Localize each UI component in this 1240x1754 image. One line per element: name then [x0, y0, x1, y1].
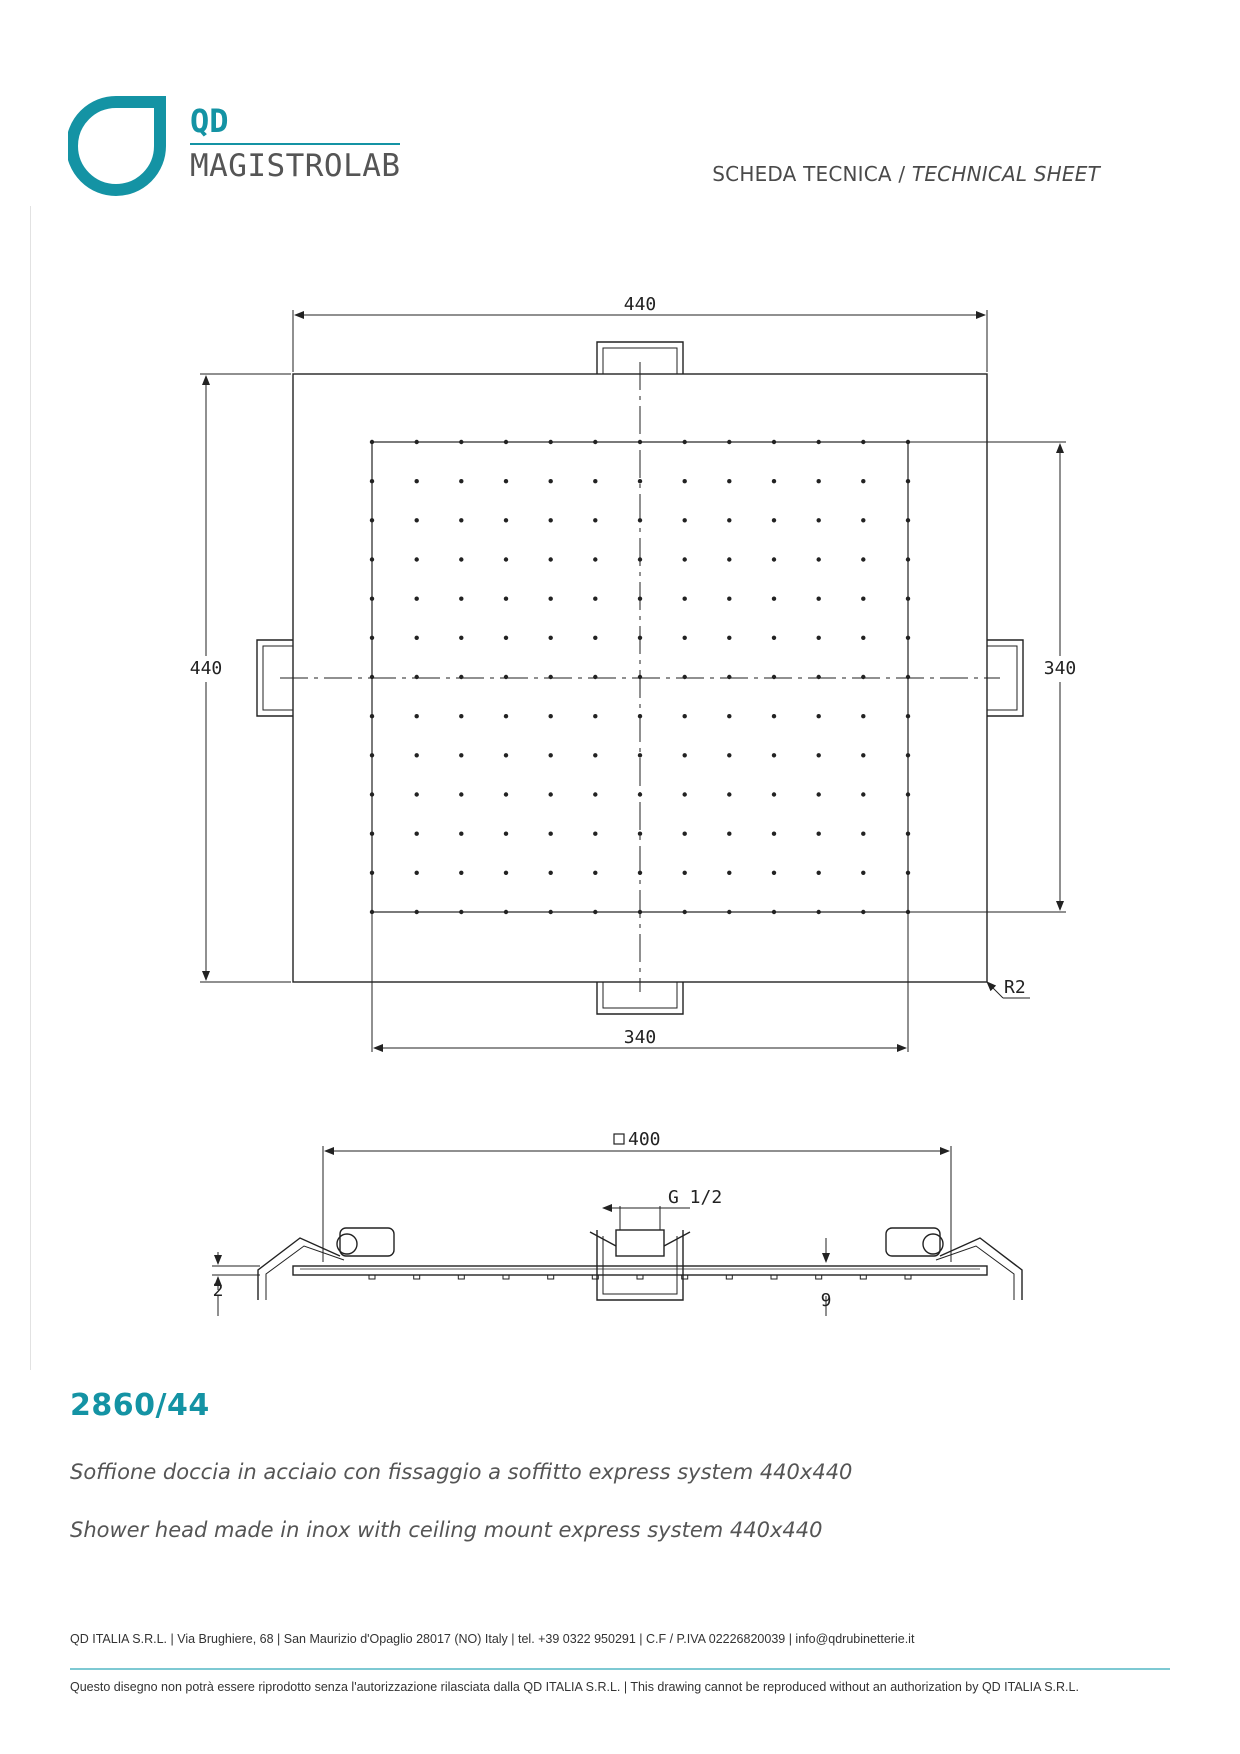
nozzle-dot: [817, 753, 821, 757]
nozzle-dot: [415, 871, 419, 875]
nozzle-dot: [906, 753, 910, 757]
nozzle-dot: [504, 792, 508, 796]
nozzle-dot: [504, 871, 508, 875]
left-bracket-side: [340, 1228, 394, 1256]
nozzle-dot: [906, 557, 910, 561]
nozzle-dot: [415, 597, 419, 601]
nozzle-dot: [861, 792, 865, 796]
nozzle-dot: [593, 636, 597, 640]
nozzle-dot: [727, 832, 731, 836]
nozzle-dot: [817, 597, 821, 601]
nozzle-dot: [549, 557, 553, 561]
nozzle-dot: [504, 753, 508, 757]
nozzle-dot: [906, 440, 910, 444]
dim-thread: G 1/2: [668, 1187, 723, 1208]
nozzle-dot: [817, 910, 821, 914]
nozzle-dot: [370, 871, 374, 875]
nozzle-dot: [459, 753, 463, 757]
nozzle-dot: [906, 675, 910, 679]
nozzle-dot: [772, 792, 776, 796]
company-info: QD ITALIA S.R.L. | Via Brughiere, 68 | San Maurizio d'Opaglio 28017 (NO) Italy | tel. +39 0322 950291 | C.F / P.IVA 02226820039 | info@qdrubinetterie.it: [70, 1632, 915, 1646]
nozzle-dot: [683, 636, 687, 640]
nozzle-dot: [459, 675, 463, 679]
nozzle-dot: [906, 518, 910, 522]
nozzle-dot: [772, 753, 776, 757]
description-italian: Soffione doccia in acciaio con fissaggio a soffitto express system 440x440: [70, 1460, 853, 1484]
nozzle-dot: [727, 910, 731, 914]
nozzle-dot: [906, 910, 910, 914]
nozzle-dot: [683, 557, 687, 561]
nozzle-dot: [861, 636, 865, 640]
dimensions-top-view: [200, 310, 1066, 1052]
nozzle-dot: [817, 557, 821, 561]
nozzle-dot: [415, 792, 419, 796]
nozzle-dot: [727, 479, 731, 483]
nozzle-dot: [906, 792, 910, 796]
nozzle-dot: [370, 557, 374, 561]
nozzle-dot: [459, 910, 463, 914]
side-view: [258, 1228, 1022, 1300]
nozzle-dot: [817, 479, 821, 483]
square-symbol-icon: [614, 1134, 624, 1144]
nozzle-dot: [593, 440, 597, 444]
nozzle-dot: [638, 714, 642, 718]
nozzle-dot: [549, 675, 553, 679]
nozzle-dot: [683, 479, 687, 483]
nozzle-dot: [593, 557, 597, 561]
nozzle-dot: [504, 557, 508, 561]
nozzle-dot: [861, 518, 865, 522]
nozzle-dot: [861, 440, 865, 444]
nozzle-dot: [683, 440, 687, 444]
nozzle-dot: [459, 714, 463, 718]
nozzle-dot: [370, 910, 374, 914]
nozzle-dot: [370, 440, 374, 444]
nozzle-dot: [504, 479, 508, 483]
nozzle-dot: [504, 636, 508, 640]
dim-side-width: 400: [628, 1129, 661, 1150]
nozzle-dot: [370, 597, 374, 601]
dimensions-side-view: [212, 1146, 951, 1316]
nozzle-dot: [593, 714, 597, 718]
nozzle-dot: [683, 792, 687, 796]
center-fitting: [597, 1230, 683, 1300]
nozzle-dot: [817, 440, 821, 444]
nozzle-dot: [504, 597, 508, 601]
dim-right-nozzle: 340: [1043, 658, 1077, 679]
nozzle-dot: [415, 518, 419, 522]
nozzle-dot: [638, 557, 642, 561]
nozzle-dot: [504, 910, 508, 914]
nozzle-dot: [459, 871, 463, 875]
nozzle-dot: [861, 557, 865, 561]
nozzle-dot: [772, 871, 776, 875]
nozzle-dot: [817, 636, 821, 640]
nozzle-dot: [370, 832, 374, 836]
nozzle-dot: [727, 792, 731, 796]
nozzle-dot: [772, 479, 776, 483]
nozzle-dot: [415, 636, 419, 640]
nozzle-dot: [638, 597, 642, 601]
nozzle-dot: [861, 479, 865, 483]
nozzle-dot: [459, 440, 463, 444]
sheet-title-it: SCHEDA TECNICA: [712, 162, 892, 186]
nozzle-dot: [415, 910, 419, 914]
product-code: 2860/44: [70, 1388, 210, 1423]
nozzle-dot: [370, 518, 374, 522]
nozzle-dot: [638, 753, 642, 757]
nozzle-dot: [817, 675, 821, 679]
nozzle-dot: [772, 597, 776, 601]
nozzle-dot: [817, 871, 821, 875]
description-english: Shower head made in inox with ceiling mount express system 440x440: [70, 1518, 823, 1542]
nozzle-dot: [906, 714, 910, 718]
nozzle-dot: [772, 557, 776, 561]
nozzle-dot: [370, 675, 374, 679]
nozzle-dot: [593, 832, 597, 836]
nozzle-dot: [504, 675, 508, 679]
dim-radius: R2: [1004, 977, 1026, 998]
nozzle-dot: [549, 597, 553, 601]
nozzle-dot: [504, 518, 508, 522]
nozzle-dot: [549, 518, 553, 522]
nozzle-dot: [415, 557, 419, 561]
nozzle-dot: [549, 636, 553, 640]
nozzle-dot: [906, 636, 910, 640]
nozzle-dot: [772, 440, 776, 444]
nozzle-dot: [638, 440, 642, 444]
nozzle-dot: [772, 714, 776, 718]
nozzle-dot: [370, 792, 374, 796]
nozzle-dot: [772, 832, 776, 836]
logo-magistrolab-text: MAGISTROLAB: [190, 148, 400, 184]
nozzle-dot: [459, 557, 463, 561]
nozzle-dot: [504, 714, 508, 718]
dim-top-width: 440: [623, 294, 657, 315]
nozzle-dot: [638, 792, 642, 796]
thread-fitting: [616, 1230, 664, 1256]
nozzle-dot: [593, 910, 597, 914]
dim-bottom-nozzle: 340: [623, 1027, 657, 1048]
plate-side: [293, 1266, 987, 1275]
nozzle-dot: [727, 714, 731, 718]
nozzle-dot: [861, 597, 865, 601]
nozzle-dot: [549, 753, 553, 757]
nozzle-dot: [370, 753, 374, 757]
nozzle-dot: [727, 753, 731, 757]
nozzle-dot: [727, 597, 731, 601]
nozzle-dot: [906, 597, 910, 601]
nozzle-dot: [772, 910, 776, 914]
title-separator: /: [898, 162, 906, 186]
nozzle-dot: [861, 675, 865, 679]
nozzle-dot: [817, 714, 821, 718]
nozzle-dot: [549, 871, 553, 875]
nozzle-dot: [861, 871, 865, 875]
nozzle-dot: [638, 832, 642, 836]
nozzle-dot: [549, 440, 553, 444]
nozzle-dot: [504, 440, 508, 444]
nozzle-dot: [861, 753, 865, 757]
nozzle-dot: [861, 714, 865, 718]
nozzle-dot: [861, 910, 865, 914]
nozzle-dot: [638, 910, 642, 914]
right-bracket-side: [886, 1228, 940, 1256]
nozzle-dot: [459, 636, 463, 640]
dim-offset: 9: [820, 1290, 832, 1311]
nozzle-dot: [817, 792, 821, 796]
nozzle-dot: [683, 714, 687, 718]
nozzle-dot: [370, 714, 374, 718]
nozzle-dot: [683, 675, 687, 679]
nozzle-dot: [459, 597, 463, 601]
nozzle-dot: [593, 792, 597, 796]
nozzle-dot: [415, 440, 419, 444]
nozzle-dot: [772, 675, 776, 679]
nozzle-dot: [727, 636, 731, 640]
nozzle-dot: [459, 792, 463, 796]
footer-divider: [70, 1668, 1170, 1670]
nozzle-dot: [593, 479, 597, 483]
nozzle-dot: [459, 518, 463, 522]
nozzle-dot: [727, 557, 731, 561]
nozzle-dot: [638, 479, 642, 483]
nozzle-dot: [683, 518, 687, 522]
nozzle-dot: [638, 636, 642, 640]
dim-thickness: 2: [212, 1280, 224, 1301]
nozzle-dot: [459, 832, 463, 836]
nozzle-dot: [817, 832, 821, 836]
copyright-disclaimer: Questo disegno non potrà essere riprodotto senza l'autorizzazione rilasciata dalla QD ITALIA S.R.L. | This drawing cannot be reproduced without an authorization by QD ITALIA S.R.L.: [70, 1680, 1079, 1694]
nozzle-dot: [370, 636, 374, 640]
nozzle-dot: [906, 479, 910, 483]
nozzle-dot: [861, 832, 865, 836]
nozzle-dot: [415, 753, 419, 757]
nozzle-dot: [683, 753, 687, 757]
nozzle-dot: [459, 479, 463, 483]
nozzle-dot: [415, 479, 419, 483]
nozzle-dot: [683, 871, 687, 875]
nozzle-dot: [683, 910, 687, 914]
nozzle-dot: [772, 636, 776, 640]
nozzle-dot: [817, 518, 821, 522]
nozzle-dot: [772, 518, 776, 522]
nozzle-dot: [549, 910, 553, 914]
nozzle-dot: [593, 597, 597, 601]
nozzle-dot: [504, 832, 508, 836]
nozzle-dot: [593, 871, 597, 875]
nozzle-dot: [549, 792, 553, 796]
nozzle-dot: [549, 832, 553, 836]
nozzle-dot: [549, 714, 553, 718]
nozzle-dot: [638, 518, 642, 522]
nozzle-dot: [549, 479, 553, 483]
nozzle-dot: [683, 597, 687, 601]
nozzle-dot: [370, 479, 374, 483]
nozzle-dot: [415, 832, 419, 836]
nozzle-dot: [593, 518, 597, 522]
nozzle-dot: [727, 871, 731, 875]
nozzle-dot: [727, 675, 731, 679]
nozzle-dot: [415, 675, 419, 679]
nozzle-dot: [906, 871, 910, 875]
nozzle-dot: [727, 440, 731, 444]
sheet-title-en: TECHNICAL SHEET: [911, 162, 1100, 186]
nozzle-dot: [683, 832, 687, 836]
nozzle-dot: [415, 714, 419, 718]
nozzle-dot: [638, 871, 642, 875]
nozzle-dot: [593, 753, 597, 757]
nozzle-dot: [906, 832, 910, 836]
logo-qd-text: QD: [190, 102, 229, 140]
nozzle-dot: [593, 675, 597, 679]
dim-left-height: 440: [189, 658, 223, 679]
nozzle-dot: [727, 518, 731, 522]
nozzle-dot: [638, 675, 642, 679]
